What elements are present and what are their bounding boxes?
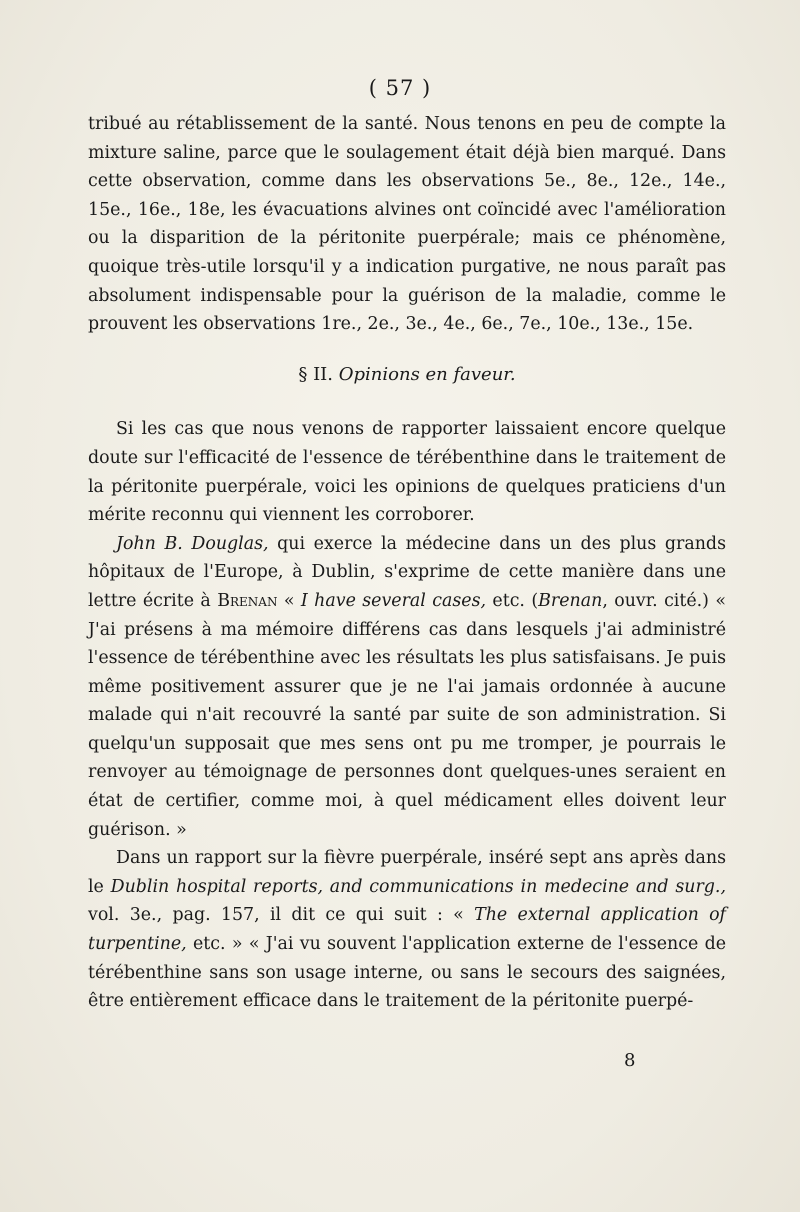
paragraph-4-text-c: etc. » « J'ai vu souvent l'application externe de l'essence de térébenthine sans son usage interne, ou sans le secours des saignées, être entièrement efficace dans le traitement de la péritonite puerpé- xyxy=(88,934,726,1012)
paragraph-3-text-b: « xyxy=(277,590,301,611)
paragraph-3-text-c: etc. ( xyxy=(486,590,539,611)
paragraph-3-text-a: qui exerce la médecine dans un des plus grands hôpitaux de l'Europe, à Dublin, s'exprime de cette manière dans une lettre écrite à xyxy=(88,533,726,611)
paragraph-1: tribué au rétablissement de la santé. Nous tenons en peu de compte la mixture saline, parce que le soulagement était déjà bien marqué. Dans cette observation, comme dans les observations 5e., 8e., 12e., 14e., 15e., 16e., 18e, les évacuations alvines ont coïncidé avec l'amélioration ou la disparition de la péritonite puerpérale; mais ce phénomène, quoique très-utile lorsqu'il y a indication purgative, ne nous paraît pas absolument indispensable pour la guérison de la maladie, comme le prouvent les observations 1re., 2e., 3e., 4e., 6e., 7e., 10e., 13e., 15e. xyxy=(88,114,726,335)
paragraph-2: Si les cas que nous venons de rapporter laissaient encore quelque doute sur l'efficacité de l'essence de térébenthine dans le traitement de la péritonite puerpérale, voici les opinions de quelques praticiens d'un mérite reconnu qui viennent les corroborer. xyxy=(88,419,726,526)
paragraph-4-text-b: vol. 3e., pag. 157, il dit ce qui suit : « xyxy=(88,905,475,926)
body-text xyxy=(88,110,726,1016)
signature-mark: 8 xyxy=(624,1050,636,1071)
brenan-name: Brenan xyxy=(217,590,278,611)
section-title: Opinions en faveur. xyxy=(338,363,516,385)
paragraph-3-text-d: , ouvr. cité.) « J'ai présens à ma mémoire différens cas dans lesquels j'ai administré l'essence de térébenthine avec les résultats les plus satisfaisans. Je puis même positivement assurer que je ne l'ai jamais ordonnée à aucune malade qui n'ait recouvré la santé par suite de son administration. Si quelqu'un supposait que mes sens ont pu me tromper, je pourrais le renvoyer au témoignage de personnes dont quelques-unes seraient en état de certifier, comme moi, à quel médicament elles doivent leur guérison. » xyxy=(88,590,727,840)
paragraph-4 xyxy=(88,844,726,1016)
section-heading xyxy=(88,361,726,390)
section-number: § II. xyxy=(298,363,334,385)
page-number-header: ( 57 ) xyxy=(368,76,432,100)
citation-brenan: Brenan xyxy=(538,590,603,611)
paragraph-3 xyxy=(88,530,726,845)
journal-title: Dublin hospital reports, and communications in medecine and surg., xyxy=(110,876,726,897)
paragraph-4-text-a: Dans un rapport sur la fièvre puerpérale, inséré sept ans après dans le xyxy=(88,848,726,897)
english-quote-2: The external application of turpentine, xyxy=(88,905,726,955)
english-quote-1: I have several cases, xyxy=(300,590,487,611)
author-name: John B. Douglas, xyxy=(116,533,269,554)
